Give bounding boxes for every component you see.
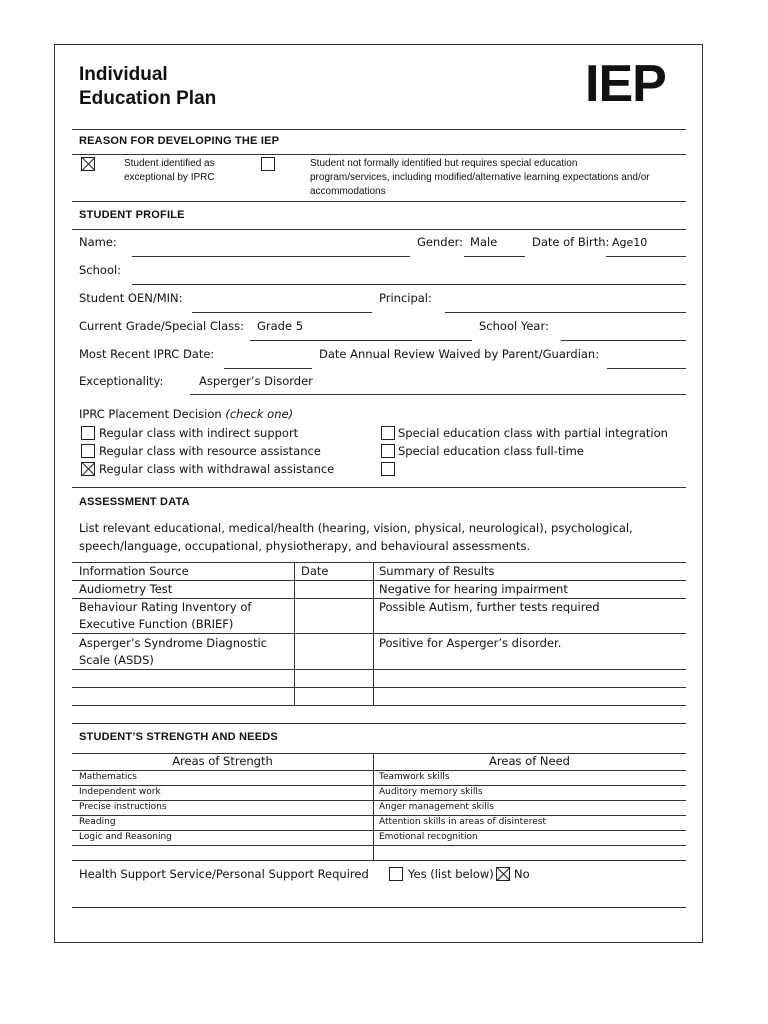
reason-option1-checkbox[interactable] [81, 157, 95, 171]
divider [72, 723, 686, 724]
reason-option2-label [310, 157, 650, 199]
exceptionality-field[interactable]: Asperger’s Disorder [199, 374, 313, 388]
placement-option6-checkbox[interactable] [381, 462, 395, 476]
placement-option5-label: Special education class full-time [398, 444, 584, 458]
name-field-line [132, 256, 410, 257]
form-title [79, 63, 216, 111]
grade-label: Current Grade/Special Class: [79, 319, 245, 333]
assessment-intro-line2: speech/language, occupational, physiotherapy, and behavioural assessments. [79, 539, 531, 553]
table-border [72, 633, 686, 634]
table-row-source: Audiometry Test [79, 582, 173, 596]
assessment-heading: ASSESSMENT DATA [79, 496, 190, 508]
reason-option2-line3: accommodations [310, 186, 386, 197]
table-border [72, 669, 686, 670]
table-row-source-line2: Scale (ASDS) [79, 653, 154, 667]
table-border [373, 562, 374, 705]
assessment-intro [79, 519, 633, 555]
health-yes-label: Yes (list below) [408, 867, 494, 881]
exceptionality-label: Exceptionality: [79, 374, 164, 388]
divider [72, 201, 686, 202]
dob-label: Date of Birth: [532, 235, 610, 249]
table-row-source-line1: Asperger’s Syndrome Diagnostic [79, 636, 268, 650]
dob-field-line [606, 256, 686, 257]
table-border [72, 785, 686, 786]
table-row-source-line1: Behaviour Rating Inventory of [79, 600, 252, 614]
table-border [294, 562, 295, 705]
gender-field[interactable]: Male [470, 235, 498, 249]
placement-option2-label: Regular class with resource assistance [99, 444, 321, 458]
reason-option2-checkbox[interactable] [261, 157, 275, 171]
form-title-line2: Education Plan [79, 88, 217, 109]
reason-heading: REASON FOR DEVELOPING THE IEP [79, 135, 280, 147]
placement-heading-note: (check one) [225, 407, 294, 421]
placement-heading-text: IPRC Placement Decision [79, 407, 222, 421]
strength-item: Reading [79, 817, 116, 827]
name-label: Name: [79, 235, 117, 249]
table-row-source [79, 635, 267, 669]
placement-heading [79, 407, 293, 421]
column-header-summary: Summary of Results [379, 564, 495, 578]
divider [72, 487, 686, 488]
exceptionality-field-line [190, 394, 686, 395]
table-row-summary: Positive for Asperger’s disorder. [379, 636, 562, 650]
placement-option4-label: Special education class with partial integration [398, 426, 668, 440]
reason-option1-line2: exceptional by IPRC [124, 172, 215, 183]
placement-option3-label: Regular class with withdrawal assistance [99, 462, 335, 476]
health-support-label: Health Support Service/Personal Support Required [79, 867, 369, 881]
divider [72, 154, 686, 155]
need-item: Auditory memory skills [379, 787, 483, 797]
table-border [72, 830, 686, 831]
gender-field-line [464, 256, 525, 257]
school-year-label: School Year: [479, 319, 549, 333]
table-border [72, 687, 686, 688]
iep-acronym: IEP [585, 55, 666, 113]
divider [72, 129, 686, 130]
need-item: Emotional recognition [379, 832, 478, 842]
waived-label: Date Annual Review Waived by Parent/Guardian: [319, 347, 600, 361]
health-no-label: No [514, 867, 530, 881]
table-border [72, 770, 686, 771]
assessment-intro-line1: List relevant educational, medical/health (hearing, vision, physical, neurological), psychological, [79, 521, 633, 535]
placement-option3-checkbox[interactable] [81, 462, 95, 476]
form-title-line1: Individual [79, 64, 168, 85]
table-row-summary: Possible Autism, further tests required [379, 600, 600, 614]
divider [72, 907, 686, 908]
table-border [72, 705, 686, 706]
need-item: Teamwork skills [379, 772, 450, 782]
table-border [72, 800, 686, 801]
table-border [72, 860, 686, 861]
need-column-header: Areas of Need [489, 754, 570, 768]
health-no-checkbox[interactable] [496, 867, 510, 881]
column-header-source: Information Source [79, 564, 189, 578]
strengths-heading: STUDENT’S STRENGTH AND NEEDS [79, 731, 278, 743]
column-header-date: Date [301, 564, 329, 578]
strength-item: Mathematics [79, 772, 137, 782]
principal-label: Principal: [379, 291, 432, 305]
school-year-field-line [561, 340, 686, 341]
reason-option1-line1: Student identified as [124, 158, 215, 169]
principal-field-line [445, 312, 686, 313]
need-item: Attention skills in areas of disinterest [379, 817, 547, 827]
health-yes-checkbox[interactable] [389, 867, 403, 881]
iprc-date-field-line [224, 368, 312, 369]
iprc-date-label: Most Recent IPRC Date: [79, 347, 215, 361]
placement-option2-checkbox[interactable] [81, 444, 95, 458]
placement-option4-checkbox[interactable] [381, 426, 395, 440]
gender-label: Gender: [417, 235, 464, 249]
reason-option2-line1: Student not formally identified but requires special education [310, 158, 578, 169]
grade-field[interactable]: Grade 5 [257, 319, 304, 333]
placement-option1-label: Regular class with indirect support [99, 426, 299, 440]
oen-label: Student OEN/MIN: [79, 291, 183, 305]
strength-column-header: Areas of Strength [172, 754, 273, 768]
oen-field-line [192, 312, 372, 313]
table-border [72, 815, 686, 816]
school-field-line [132, 284, 686, 285]
table-row-source-line2: Executive Function (BRIEF) [79, 617, 234, 631]
table-border [72, 845, 686, 846]
need-item: Anger management skills [379, 802, 494, 812]
divider [72, 229, 686, 230]
strength-item: Logic and Reasoning [79, 832, 172, 842]
waived-field-line [607, 368, 686, 369]
school-label: School: [79, 263, 122, 277]
reason-option1-label [124, 157, 215, 185]
strength-item: Precise instructions [79, 802, 167, 812]
table-border [373, 753, 374, 860]
strength-item: Independent work [79, 787, 161, 797]
placement-option5-checkbox[interactable] [381, 444, 395, 458]
reason-option2-line2: program/services, including modified/alternative learning expectations and/or [310, 172, 650, 183]
grade-field-line [250, 340, 472, 341]
table-row-summary: Negative for hearing impairment [379, 582, 568, 596]
dob-field[interactable]: Age10 [612, 236, 648, 249]
placement-option1-checkbox[interactable] [81, 426, 95, 440]
table-row-source [79, 599, 251, 633]
profile-heading: STUDENT PROFILE [79, 209, 185, 221]
